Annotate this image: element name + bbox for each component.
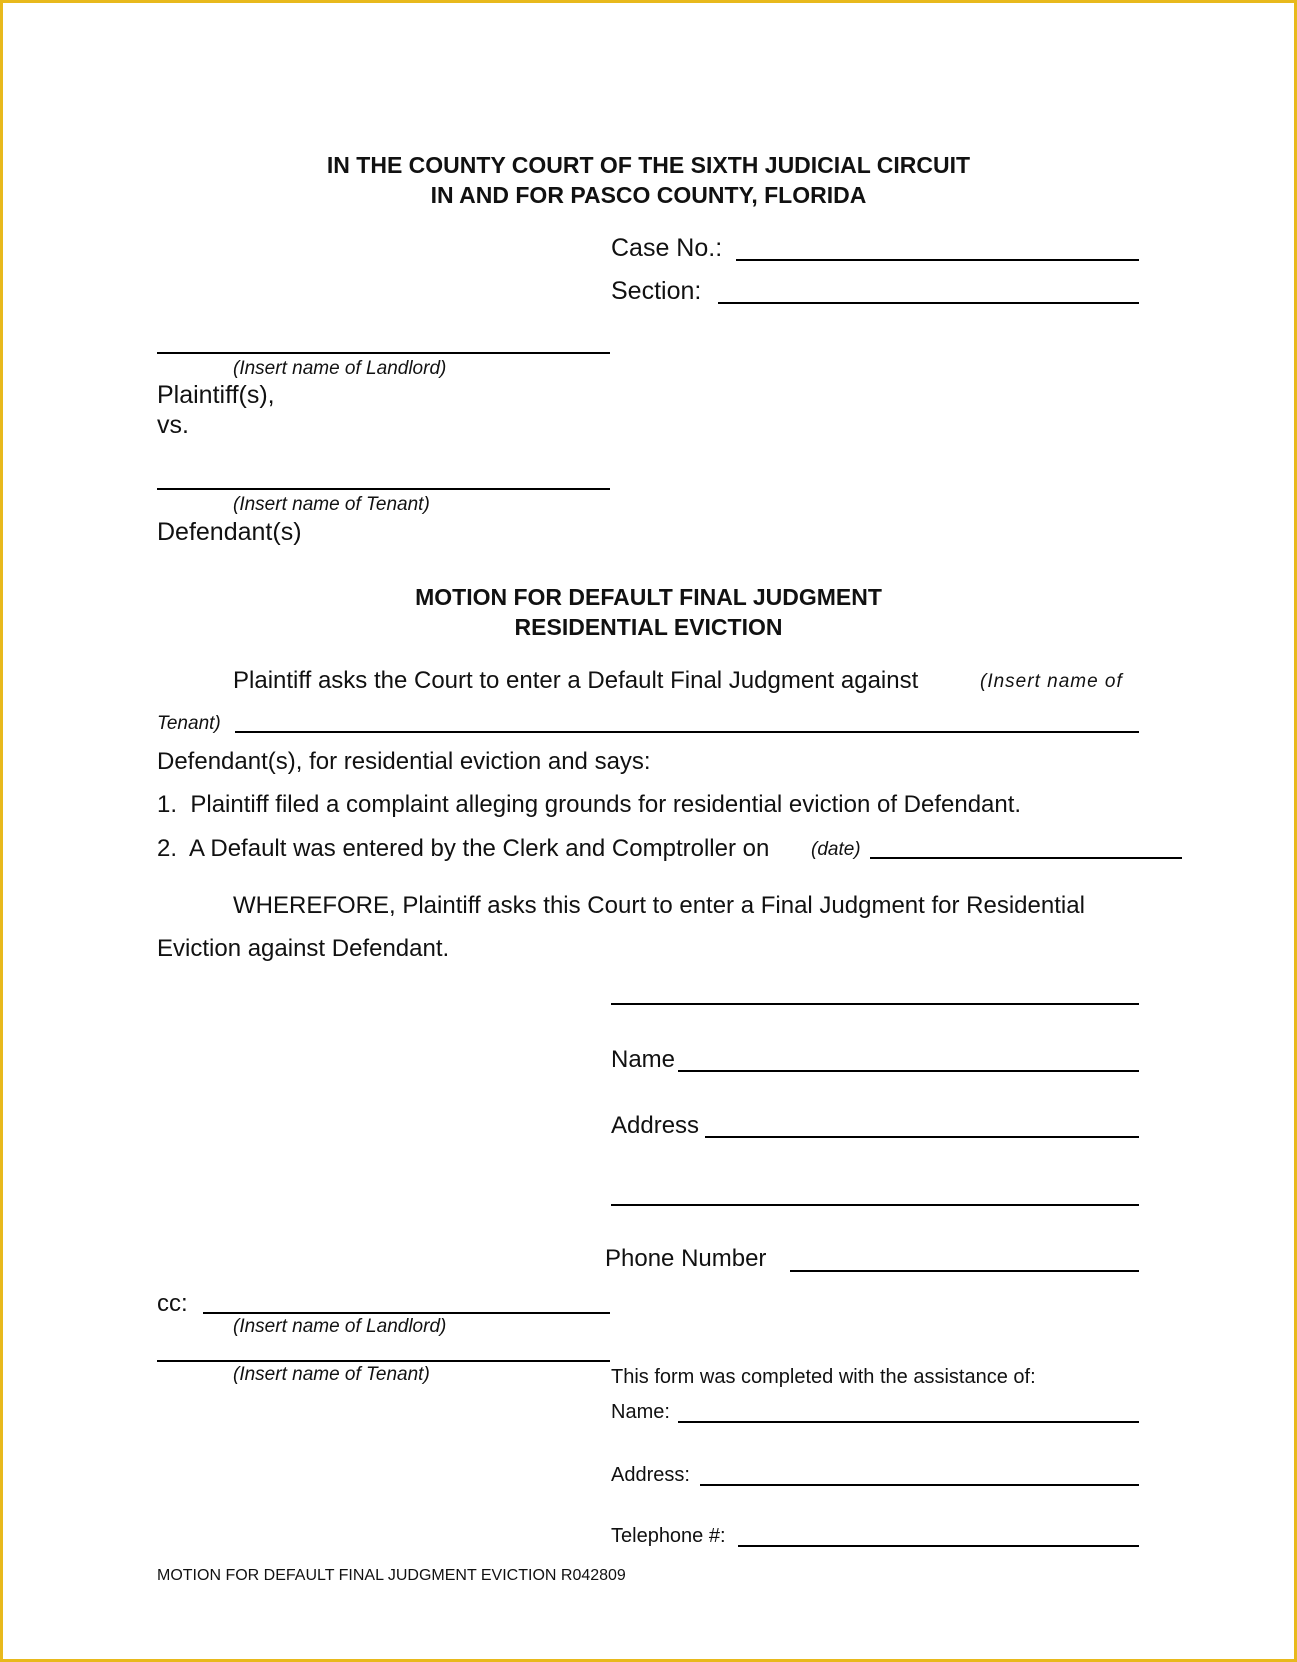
court-heading-line1: IN THE COUNTY COURT OF THE SIXTH JUDICIAL CIRCUIT xyxy=(326,152,971,178)
assistance-address-label: Address: xyxy=(611,1464,690,1486)
name-field[interactable] xyxy=(678,1070,1139,1072)
insert-name-hint: (Insert name of xyxy=(980,671,1123,692)
tenant-name-field[interactable] xyxy=(157,488,610,490)
says-text: Defendant(s), for residential eviction and says: xyxy=(157,748,651,775)
address-label: Address xyxy=(611,1112,700,1139)
section-label: Section: xyxy=(611,277,702,305)
vs-label: vs. xyxy=(157,411,189,439)
cc-tenant-hint: (Insert name of Tenant) xyxy=(233,1364,430,1385)
case-no-field[interactable] xyxy=(736,259,1139,261)
wherefore-line1: WHEREFORE, Plaintiff asks this Court to enter a Final Judgment for Residential xyxy=(233,892,1085,919)
phone-label: Phone Number xyxy=(605,1245,767,1272)
wherefore-line2: Eviction against Defendant. xyxy=(157,935,450,962)
phone-field[interactable] xyxy=(790,1270,1139,1272)
section-field[interactable] xyxy=(718,302,1139,304)
address-field-line2[interactable] xyxy=(611,1204,1139,1206)
cc-landlord-hint: (Insert name of Landlord) xyxy=(233,1316,447,1337)
default-date-field[interactable] xyxy=(870,857,1182,859)
name-label: Name xyxy=(611,1046,676,1073)
assistance-address-field[interactable] xyxy=(700,1484,1139,1486)
assistance-name-label: Name: xyxy=(611,1401,670,1423)
assistance-telephone-label: Telephone #: xyxy=(611,1525,726,1547)
landlord-name-field[interactable] xyxy=(157,352,610,354)
item-2: 2. A Default was entered by the Clerk and Comptroller on xyxy=(157,835,770,862)
item-1: 1. Plaintiff filed a complaint alleging grounds for residential eviction of Defendant. xyxy=(157,791,1022,818)
motion-title-line2: RESIDENTIAL EVICTION xyxy=(514,614,783,640)
defendant-label: Defendant(s) xyxy=(157,518,302,546)
tenant-hint: (Insert name of Tenant) xyxy=(233,494,430,515)
form-id-footer: MOTION FOR DEFAULT FINAL JUDGMENT EVICTION R042809 xyxy=(157,1567,626,1584)
intro-text: Plaintiff asks the Court to enter a Default Final Judgment against xyxy=(233,667,919,694)
landlord-hint: (Insert name of Landlord) xyxy=(233,358,447,379)
plaintiff-label: Plaintiff(s), xyxy=(157,381,275,409)
cc-label: cc: xyxy=(157,1290,188,1317)
assistance-intro: This form was completed with the assistance of: xyxy=(611,1366,1036,1388)
case-no-label: Case No.: xyxy=(611,234,723,262)
address-field[interactable] xyxy=(705,1136,1139,1138)
signature-field[interactable] xyxy=(611,1003,1139,1005)
motion-title-line1: MOTION FOR DEFAULT FINAL JUDGMENT xyxy=(415,584,882,610)
tenant-name-body-field[interactable] xyxy=(235,731,1139,733)
cc-landlord-field[interactable] xyxy=(203,1312,610,1314)
tenant-close-hint: Tenant) xyxy=(157,713,221,734)
date-hint: (date) xyxy=(811,839,861,860)
cc-tenant-field[interactable] xyxy=(157,1360,610,1362)
court-heading-line2: IN AND FOR PASCO COUNTY, FLORIDA xyxy=(430,182,867,208)
assistance-name-field[interactable] xyxy=(678,1421,1139,1423)
assistance-telephone-field[interactable] xyxy=(738,1545,1139,1547)
